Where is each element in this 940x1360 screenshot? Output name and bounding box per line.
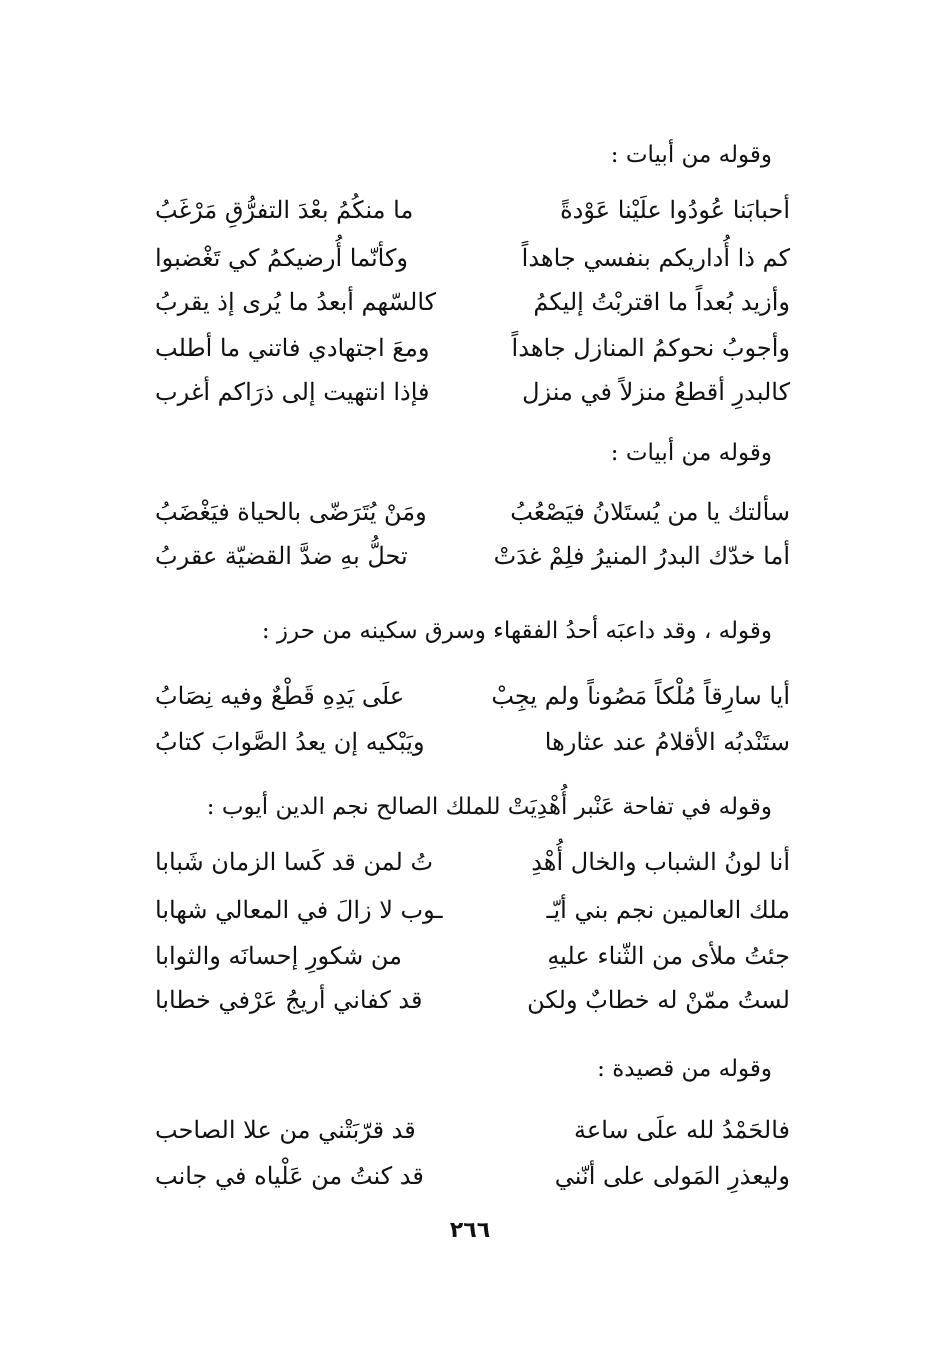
section-intro: وقوله من أبيات :	[610, 440, 772, 466]
second-hemistich: ويَبْكيه إن يعدُ الصَّوابَ كتابُ	[155, 728, 425, 756]
second-hemistich: ـوب لا زالَ في المعالي شهابا	[155, 896, 443, 924]
second-hemistich: ومعَ اجتهادي فاتني ما أطلب	[155, 334, 430, 362]
verse-line	[140, 890, 790, 930]
section-intro: وقوله من قصيدة :	[597, 1056, 772, 1082]
verse-line	[140, 238, 790, 278]
verse-line	[140, 1156, 790, 1196]
first-hemistich: وأزيد بُعداً ما اقتربْتُ إليكمُ	[533, 288, 790, 316]
second-hemistich: وكأنّما أُرضيكمُ كي تَغْضبوا	[155, 244, 408, 272]
second-hemistich: علَى يَدِهِ قَطْعٌ وفيه نِصَابُ	[155, 682, 405, 710]
second-hemistich: كالسّهم أبعدُ ما يُرى إذ يقربُ	[155, 288, 437, 316]
verse-line	[140, 842, 790, 882]
first-hemistich: ملك العالمين نجم بني أيّـ	[546, 896, 790, 924]
first-hemistich: كالبدرِ أقطعُ منزلاً في منزل	[522, 378, 790, 406]
first-hemistich: لستُ ممّنْ له خطابٌ ولكن	[527, 986, 790, 1014]
first-hemistich: سألتك يا من يُستَلانُ فيَصْعُبُ	[510, 498, 790, 526]
second-hemistich: قد كفاني أريجُ عَرْفي خطابا	[155, 986, 423, 1014]
first-hemistich: أما خدّك البدرُ المنيرُ فلِمْ غدَتْ	[493, 542, 790, 570]
verse-line	[140, 372, 790, 412]
second-hemistich: من شكورِ إحسانَه والثوابا	[155, 942, 403, 970]
first-hemistich: أحبابَنا عُودُوا علَيْنا عَوْدةً	[560, 196, 790, 224]
second-hemistich: تحلُّ بهِ ضدَّ القضيّة عقربُ	[155, 542, 408, 570]
first-hemistich: وأجوبُ نحوكمُ المنازل جاهداً	[511, 334, 790, 362]
first-hemistich: فالحَمْدُ لله علَى ساعة	[574, 1116, 790, 1144]
verse-line	[140, 282, 790, 322]
section-intro: وقوله في تفاحة عَنْبر أُهْدِيَتْ للملك الصالح نجم الدين أيوب :	[206, 794, 772, 820]
verse-line	[140, 1110, 790, 1150]
second-hemistich: فإذا انتهيت إلى ذرَاكم أغرب	[155, 378, 430, 406]
second-hemistich: ومَنْ يُتَرَضّى بالحياة فيَغْضَبُ	[155, 498, 427, 526]
second-hemistich: تُ لمن قد كَسا الزمان شَبابا	[155, 848, 434, 876]
page-number: ٢٦٦	[449, 1218, 491, 1243]
first-hemistich: كم ذا أُداريكم بنفسي جاهداً	[521, 244, 790, 272]
section-intro: وقوله من أبيات :	[610, 142, 772, 168]
verse-line	[140, 980, 790, 1020]
second-hemistich: ما منكُمُ بعْدَ التفرُّقِ مَرْغَبُ	[155, 196, 414, 224]
first-hemistich: ستَنْدبُه الأقلامُ عند عثارها	[544, 728, 790, 756]
section-intro: وقوله ، وقد داعبَه أحدُ الفقهاء وسرق سكينه من حرز :	[261, 618, 772, 644]
verse-line	[140, 492, 790, 532]
verse-line	[140, 722, 790, 762]
first-hemistich: أنا لونُ الشباب والخال أُهْدِ	[531, 848, 790, 876]
verse-line	[140, 190, 790, 230]
second-hemistich: قد كنتُ من عَلْياه في جانب	[155, 1162, 424, 1190]
verse-line	[140, 536, 790, 576]
first-hemistich: أيا سارِقاً مُلْكاً مَصُوناً ولم يجِبْ	[491, 682, 790, 710]
second-hemistich: قد قرّبَتْني من علا الصاحب	[155, 1116, 416, 1144]
first-hemistich: جئتُ ملأى من الثّناء عليهِ	[547, 942, 790, 970]
verse-line	[140, 936, 790, 976]
verse-line	[140, 676, 790, 716]
verse-line	[140, 328, 790, 368]
first-hemistich: وليعذرِ المَولى على أنّني	[554, 1162, 790, 1190]
